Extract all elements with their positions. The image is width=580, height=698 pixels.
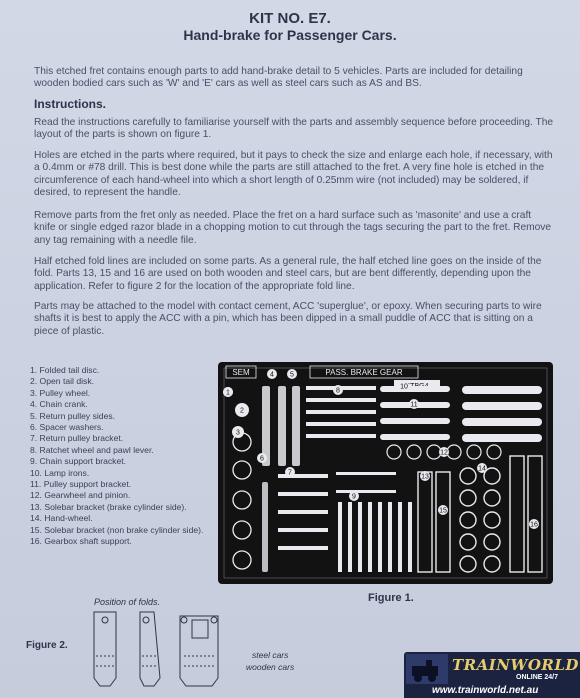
- instructions-heading: Instructions.: [34, 97, 107, 111]
- fold-position-diagram: [88, 608, 228, 688]
- parts-list-item: 10. Lamp irons.: [30, 467, 90, 478]
- part-callout-2: 2: [240, 407, 244, 415]
- part-callout-12: 12: [440, 449, 448, 457]
- parts-list-item: 12. Gearwheel and pinion.: [30, 490, 131, 501]
- part-callout-14: 14: [478, 465, 486, 473]
- parts-list-item: 11. Pulley support bracket.: [30, 479, 132, 490]
- parts-list-item: 5. Return pulley sides.: [30, 410, 116, 421]
- part-callout-1: 1: [226, 389, 230, 397]
- part-callout-13: 13: [421, 473, 429, 481]
- instruction-paragraph-1: Read the instructions carefully to familiarise yourself with the parts and assembly sequence before proceeding. The layout of the parts is shown on figure 1.: [34, 117, 554, 141]
- part-callout-4: 4: [270, 371, 274, 379]
- parts-list-item: 6. Spacer washers.: [30, 422, 104, 433]
- part-callout-8: 8: [336, 387, 340, 395]
- part-callout-9: 9: [352, 493, 356, 501]
- logo-brand: TRAINWORLD: [452, 656, 579, 674]
- logo-url: www.trainworld.net.au: [432, 685, 539, 696]
- legend-wooden-cars: wooden cars: [246, 662, 295, 672]
- part-callout-16: 16: [530, 521, 538, 529]
- parts-list-item: 15. Solebar bracket (non brake cylinder side).: [30, 524, 204, 535]
- parts-list-item: 1. Folded tail disc.: [30, 365, 100, 375]
- figure-1-label: Figure 1.: [368, 592, 414, 604]
- fret-sem-label: SEM: [232, 368, 250, 377]
- parts-list-item: 9. Chain support bracket.: [30, 456, 127, 467]
- etched-fret-figure: [218, 362, 553, 584]
- part-callout-10: 10: [400, 383, 408, 391]
- parts-list-item: 13. Solebar bracket (brake cylinder side).: [30, 501, 187, 512]
- part-callout-5: 5: [290, 371, 294, 379]
- part-callout-6: 6: [260, 455, 264, 463]
- instruction-paragraph-4: Half etched fold lines are included on some parts. As a general rule, the half etched line goes on the inside of the fold. Parts 13, 15 and 16 are used on both wooden and steel cars, but are bent differently, depending upon the application. Refer to figure 2 for the location of the appropriate fold line.: [34, 256, 542, 292]
- parts-list-item: 2. Open tail disk.: [30, 376, 95, 387]
- parts-list-item: 8. Ratchet wheel and pawl lever.: [30, 444, 154, 455]
- parts-list-item: 14. Hand-wheel.: [30, 513, 93, 524]
- part-callout-7: 7: [288, 469, 292, 477]
- parts-list: [30, 365, 220, 548]
- kit-subtitle: Hand-brake for Passenger Cars.: [183, 27, 397, 43]
- logo-tagline: ONLINE 24/7: [516, 674, 559, 681]
- instruction-paragraph-2: Holes are etched in the parts where required, but it pays to check the size and enlarge each hole, if necessary, with a 0.4mm or #78 drill. This is best done while the parts are still attached to the fret. A very fine hole is etched in the circumference of each hand-wheel into which a short length of 0.25mm wire (not included) may be soldered, if desired, to represent the handle.: [34, 150, 553, 199]
- folds-caption: Position of folds.: [94, 597, 161, 607]
- intro-paragraph: This etched fret contains enough parts to add hand-brake detail to 5 vehicles. Parts are included for detailing wooden bodied cars such as 'W' and 'E' cars as well as steel cars such as AS and BS.: [34, 66, 523, 90]
- parts-list-item: 16. Gearbox shaft support.: [30, 536, 132, 547]
- legend-steel-cars: steel cars: [252, 650, 289, 660]
- parts-list-item: 7. Return pulley bracket.: [30, 433, 124, 444]
- instruction-paragraph-3: Remove parts from the fret only as needed. Place the fret on a hard surface such as 'masonite' and use a craft knife or single edged razor blade in a chopping motion to cut through the tags securing the part to the fret. Remove any tag remaining with a needle file.: [34, 210, 552, 246]
- kit-number-title: KIT NO. E7.: [249, 10, 331, 27]
- parts-list-item: 3. Pulley wheel.: [30, 387, 91, 398]
- trainworld-logo: [404, 652, 580, 698]
- part-callout-3: 3: [236, 429, 240, 437]
- instruction-paragraph-5: Parts may be attached to the model with contact cement, ACC 'superglue', or epoxy. When securing parts to wire shafts it is best to apply the ACC with a pin, which has been dipped in a small puddle of ACC that is sitting on a piece of plastic.: [34, 301, 542, 337]
- figure-2-label: Figure 2.: [26, 640, 68, 651]
- fret-pass-label: PASS. BRAKE GEAR: [325, 368, 403, 377]
- part-callout-11: 11: [410, 401, 418, 409]
- parts-list-item: 4. Chain crank.: [30, 399, 88, 410]
- part-callout-15: 15: [439, 507, 447, 515]
- locomotive-icon: [406, 654, 448, 684]
